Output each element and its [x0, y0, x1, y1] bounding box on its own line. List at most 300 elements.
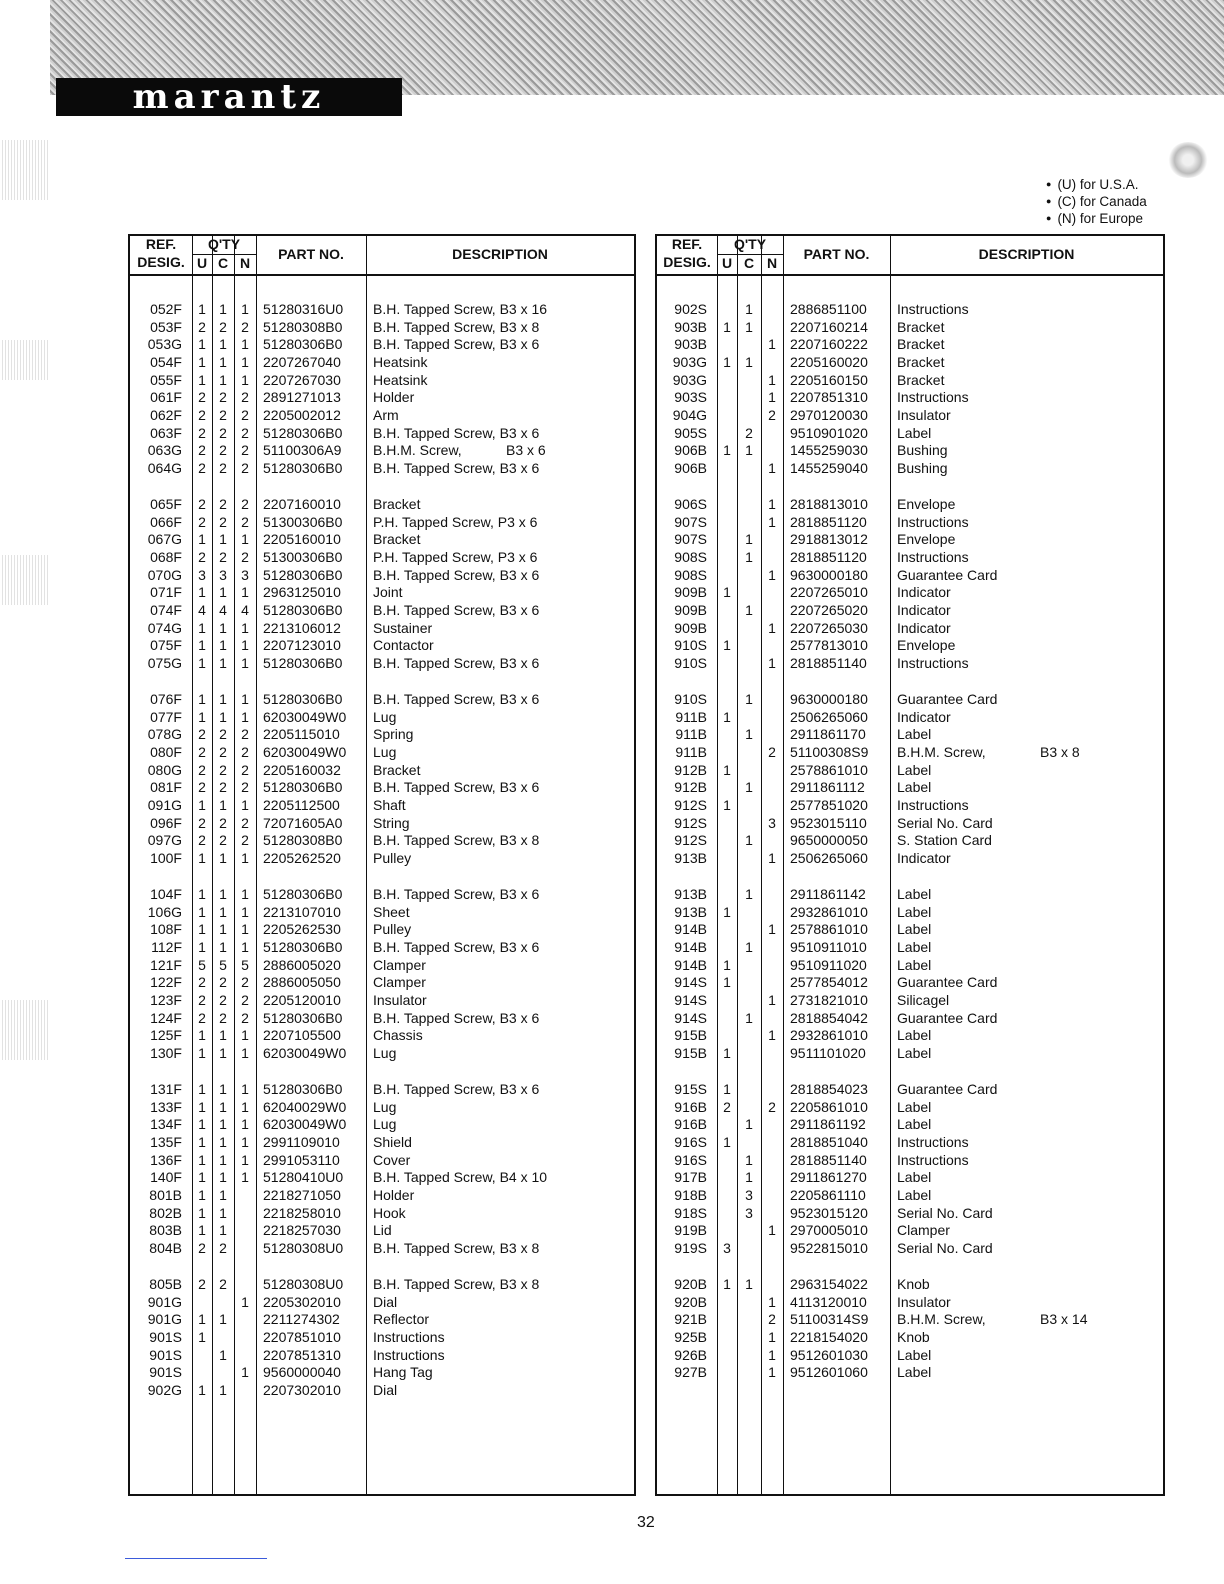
table-row — [130, 1026, 634, 1044]
qty-c: 1 — [219, 1346, 227, 1363]
table-row — [657, 619, 1163, 637]
ref-designator: 916S — [674, 1133, 707, 1150]
table-row — [130, 601, 634, 619]
part-number: 2205160020 — [790, 353, 868, 370]
part-number: 2207267030 — [263, 371, 341, 388]
description: Label — [897, 1186, 932, 1203]
description: Label — [897, 1346, 932, 1363]
qty-n: 1 — [241, 301, 249, 317]
qty-n: 2 — [768, 1311, 776, 1328]
ref-designator: 915B — [674, 1044, 707, 1061]
description: Lid — [373, 1222, 392, 1239]
qty-n: 1 — [241, 1133, 249, 1150]
table-row — [657, 938, 1163, 956]
part-number: 2218271050 — [263, 1186, 341, 1203]
page-number: 32 — [637, 1514, 655, 1531]
qty-u: 1 — [723, 442, 731, 459]
ref-designator: 053G — [147, 336, 182, 353]
part-number: 2205262520 — [263, 849, 341, 866]
qty-u: 1 — [198, 886, 206, 902]
description: Instructions — [373, 1328, 445, 1345]
part-number: 51280306B0 — [263, 566, 343, 583]
ref-designator: 063G — [147, 442, 182, 459]
part-number: 1455259040 — [790, 459, 868, 476]
part-number: 2963154022 — [790, 1276, 868, 1292]
part-number: 2213106012 — [263, 619, 341, 636]
qty-n: 2 — [768, 1098, 776, 1115]
qty-u: 2 — [723, 1098, 731, 1115]
description: Pulley — [373, 921, 412, 938]
part-number: 2207851010 — [263, 1328, 341, 1345]
ref-designator: 804B — [149, 1239, 182, 1256]
qty-n: 1 — [241, 1098, 249, 1115]
part-number: 2886851100 — [790, 301, 867, 317]
description: Bracket — [373, 761, 421, 778]
ref-designator: 912B — [674, 779, 707, 796]
ref-designator: 903G — [672, 371, 707, 388]
ref-designator: 066F — [150, 513, 182, 530]
qty-c: 1 — [745, 1009, 753, 1026]
qty-u: 2 — [198, 726, 206, 743]
ref-designator: 913B — [674, 886, 707, 902]
part-number: 51300306B0 — [263, 513, 343, 530]
qty-u: 1 — [198, 1204, 206, 1221]
qty-n: 1 — [241, 1293, 249, 1310]
ref-designator: 903S — [674, 389, 707, 406]
qty-n: 4 — [241, 601, 249, 618]
qty-n: 1 — [768, 991, 776, 1008]
table-row — [130, 956, 634, 974]
part-number: 9523015120 — [790, 1204, 868, 1221]
description: Heatsink — [373, 371, 428, 388]
qty-n: 2 — [768, 743, 776, 760]
qty-c: 1 — [219, 353, 227, 370]
ref-designator: 914S — [674, 991, 707, 1008]
table-row — [657, 318, 1163, 336]
part-number: 2886005020 — [263, 956, 341, 973]
description: Label — [897, 1098, 932, 1115]
qty-c: 1 — [745, 318, 753, 335]
qty-n: 1 — [241, 1116, 249, 1133]
qty-u: 2 — [198, 496, 206, 512]
table-row — [657, 725, 1163, 743]
description: Label — [897, 956, 932, 973]
table-row — [657, 1009, 1163, 1027]
table-row — [130, 583, 634, 601]
description: Instructions — [897, 513, 969, 530]
header-part-no: PART NO. — [278, 246, 344, 262]
description: Contactor — [373, 637, 434, 654]
qty-u: 1 — [198, 1116, 206, 1133]
table-row — [130, 1204, 634, 1222]
table-row — [657, 1293, 1163, 1311]
qty-c: 2 — [219, 496, 227, 512]
ref-designator: 080F — [150, 743, 182, 760]
part-number: 2205160150 — [790, 371, 868, 388]
qty-u: 1 — [723, 318, 731, 335]
qty-c: 1 — [745, 1151, 753, 1168]
table-row — [130, 973, 634, 991]
qty-c: 2 — [219, 318, 227, 335]
table-row — [130, 353, 634, 371]
description: Label — [897, 1116, 932, 1133]
ref-designator: 075G — [147, 654, 182, 671]
table-row — [657, 353, 1163, 371]
part-number: 51280306B0 — [263, 691, 343, 707]
qty-u: 2 — [198, 389, 206, 406]
qty-c: 1 — [745, 301, 753, 317]
table-row — [130, 495, 634, 513]
qty-u: 1 — [198, 796, 206, 813]
qty-n: 1 — [241, 584, 249, 601]
part-number: 2205002012 — [263, 406, 341, 423]
part-number: 51280410U0 — [263, 1169, 344, 1186]
scan-artifact — [0, 555, 48, 605]
qty-n: 1 — [241, 1151, 249, 1168]
part-number: 62030049W0 — [263, 1044, 347, 1061]
qty-c: 2 — [219, 548, 227, 565]
part-number: 51280306B0 — [263, 779, 343, 796]
part-number: 2207302010 — [263, 1381, 341, 1398]
part-number: 2218258010 — [263, 1204, 341, 1221]
description: Bracket — [373, 496, 421, 512]
part-number: 62030049W0 — [263, 743, 347, 760]
description-size: B3 x 8 — [1040, 743, 1080, 760]
qty-u: 1 — [198, 1151, 206, 1168]
header-qty-u: U — [721, 255, 733, 271]
ref-designator: 925B — [674, 1328, 707, 1345]
qty-u: 2 — [198, 779, 206, 796]
description-size: B3 x 14 — [1040, 1311, 1088, 1328]
table-row — [657, 300, 1163, 318]
ref-designator: 906B — [674, 459, 707, 476]
qty-n: 1 — [768, 849, 776, 866]
table-row — [657, 991, 1163, 1009]
qty-n: 2 — [241, 832, 249, 849]
punch-hole-mark — [1168, 142, 1208, 178]
description: Serial No. Card — [897, 814, 993, 831]
qty-u: 1 — [198, 1311, 206, 1328]
part-number: 62030049W0 — [263, 708, 347, 725]
part-number: 2218257030 — [263, 1222, 341, 1239]
part-number: 2818851120 — [790, 548, 867, 565]
qty-c: 1 — [219, 903, 227, 920]
table-row — [657, 973, 1163, 991]
description: Label — [897, 1044, 932, 1061]
description: Shaft — [373, 796, 406, 813]
description: Insulator — [897, 1293, 951, 1310]
part-number: 2211274302 — [263, 1311, 340, 1328]
qty-n: 1 — [241, 336, 249, 353]
qty-n: 1 — [241, 619, 249, 636]
ref-designator: 061F — [150, 389, 182, 406]
table-row — [130, 796, 634, 814]
part-number: 9512601030 — [790, 1346, 868, 1363]
table-row — [657, 1310, 1163, 1328]
table-row — [657, 814, 1163, 832]
part-number: 2207265020 — [790, 601, 868, 618]
qty-u: 1 — [198, 654, 206, 671]
ref-designator: 133F — [150, 1098, 182, 1115]
header-part-no: PART NO. — [803, 246, 870, 262]
part-number: 2207123010 — [263, 637, 341, 654]
ref-designator: 124F — [150, 1009, 182, 1026]
qty-n: 1 — [768, 1328, 776, 1345]
qty-u: 1 — [723, 353, 731, 370]
qty-c: 1 — [219, 637, 227, 654]
description: Insulator — [897, 406, 951, 423]
table-row — [130, 441, 634, 459]
table-row — [657, 566, 1163, 584]
description: B.H. Tapped Screw, B3 x 6 — [373, 601, 540, 618]
ref-designator: 920B — [674, 1293, 707, 1310]
description: Guarantee Card — [897, 1081, 998, 1097]
table-row — [657, 459, 1163, 477]
qty-u: 2 — [198, 513, 206, 530]
ref-designator: 906B — [674, 442, 707, 459]
qty-c: 1 — [219, 1133, 227, 1150]
part-number: 2932861010 — [790, 903, 868, 920]
description: Label — [897, 1169, 932, 1186]
qty-u: 1 — [198, 336, 206, 353]
part-number: 9523015110 — [790, 814, 867, 831]
qty-n: 1 — [768, 1346, 776, 1363]
description: Indicator — [897, 584, 951, 601]
table-row — [130, 1328, 634, 1346]
description: Bracket — [897, 353, 945, 370]
table-row — [657, 1151, 1163, 1169]
description: Chassis — [373, 1027, 423, 1044]
part-number: 9510911020 — [790, 956, 867, 973]
table-row — [130, 636, 634, 654]
ref-designator: 901G — [147, 1293, 182, 1310]
part-number: 2205160032 — [263, 761, 341, 778]
table-row — [130, 1293, 634, 1311]
part-number: 9511101020 — [790, 1044, 866, 1061]
qty-c: 3 — [745, 1186, 753, 1203]
part-number: 51100314S9 — [790, 1311, 869, 1328]
qty-u: 1 — [723, 1081, 731, 1097]
table-row — [657, 1239, 1163, 1257]
ref-designator: 901S — [149, 1364, 182, 1381]
header-desig: DESIG. — [663, 254, 711, 270]
qty-c: 3 — [219, 566, 227, 583]
description: Indicator — [897, 601, 951, 618]
qty-n: 1 — [768, 1364, 776, 1381]
description: B.H. Tapped Screw, B3 x 6 — [373, 691, 540, 707]
qty-c: 1 — [219, 708, 227, 725]
ref-designator: 914S — [674, 974, 707, 991]
qty-n: 2 — [241, 1009, 249, 1026]
ref-designator: 912S — [674, 796, 707, 813]
table-row — [130, 459, 634, 477]
qty-u: 1 — [198, 531, 206, 548]
qty-u: 1 — [198, 301, 206, 317]
ref-designator: 920B — [674, 1276, 707, 1292]
description: B.H. Tapped Screw, B3 x 6 — [373, 459, 540, 476]
part-number: 2818851140 — [790, 1151, 867, 1168]
part-number: 2578861010 — [790, 921, 868, 938]
table-row — [657, 903, 1163, 921]
table-row — [130, 1044, 634, 1062]
ref-designator: 055F — [150, 371, 182, 388]
description: Pulley — [373, 849, 412, 866]
table-row — [657, 1133, 1163, 1151]
qty-u: 1 — [198, 708, 206, 725]
footer-rule — [125, 1558, 267, 1559]
table-row — [130, 513, 634, 531]
qty-c: 2 — [219, 513, 227, 530]
description: B.H.M. Screw, — [373, 442, 462, 459]
table-row — [657, 601, 1163, 619]
qty-n: 2 — [241, 726, 249, 743]
scan-artifact — [0, 140, 48, 200]
qty-c: 1 — [219, 1151, 227, 1168]
qty-u: 1 — [723, 796, 731, 813]
qty-n: 1 — [768, 1027, 776, 1044]
qty-n: 1 — [241, 938, 249, 955]
table-header — [130, 236, 634, 276]
qty-u: 1 — [723, 1133, 731, 1150]
part-number: 2207160010 — [263, 496, 341, 512]
description: Indicator — [897, 708, 951, 725]
ref-designator: 903B — [674, 318, 707, 335]
table-row — [657, 1026, 1163, 1044]
qty-u: 2 — [198, 814, 206, 831]
part-number: 2207160214 — [790, 318, 868, 335]
qty-n: 1 — [768, 371, 776, 388]
table-row — [657, 371, 1163, 389]
part-number: 51280308U0 — [263, 1239, 344, 1256]
qty-n: 1 — [241, 796, 249, 813]
part-number: 2207105500 — [263, 1027, 341, 1044]
ref-designator: 064G — [147, 459, 182, 476]
part-number: 2578861010 — [790, 761, 868, 778]
part-number: 51100308S9 — [790, 743, 869, 760]
ref-designator: 121F — [150, 956, 182, 973]
ref-designator: 919B — [674, 1222, 707, 1239]
part-number: 51280308B0 — [263, 832, 343, 849]
qty-n: 2 — [241, 974, 249, 991]
description: Arm — [373, 406, 399, 423]
qty-n: 1 — [768, 496, 776, 512]
ref-designator: 911B — [675, 708, 707, 725]
qty-c: 1 — [219, 654, 227, 671]
table-row — [130, 566, 634, 584]
description: Indicator — [897, 849, 951, 866]
qty-u: 1 — [198, 938, 206, 955]
ref-designator: 077F — [150, 708, 182, 725]
description: Knob — [897, 1276, 930, 1292]
table-row — [657, 831, 1163, 849]
ref-designator: 910S — [674, 654, 707, 671]
ref-designator: 067G — [147, 531, 182, 548]
table-row — [130, 1239, 634, 1257]
ref-designator: 054F — [150, 353, 182, 370]
description: Instructions — [897, 654, 969, 671]
ref-designator: 921B — [674, 1311, 707, 1328]
description: Holder — [373, 389, 415, 406]
qty-c: 1 — [745, 1276, 753, 1292]
qty-n: 1 — [768, 459, 776, 476]
part-number: 2911861192 — [790, 1116, 866, 1133]
table-row — [130, 300, 634, 318]
header-qty: Q'TY — [733, 236, 767, 252]
description: Insulator — [373, 991, 427, 1008]
part-number: 9522815010 — [790, 1239, 868, 1256]
qty-u: 1 — [198, 849, 206, 866]
qty-c: 1 — [745, 601, 753, 618]
description: Label — [897, 903, 932, 920]
description: P.H. Tapped Screw, P3 x 6 — [373, 513, 538, 530]
description: Bushing — [897, 459, 948, 476]
header-qty-u: U — [196, 255, 208, 271]
part-number: 51280306B0 — [263, 424, 343, 441]
qty-n: 1 — [241, 921, 249, 938]
part-number: 9512601060 — [790, 1364, 868, 1381]
ref-designator: 134F — [150, 1116, 182, 1133]
ref-designator: 065F — [150, 496, 182, 512]
qty-c: 2 — [219, 726, 227, 743]
qty-c: 1 — [219, 336, 227, 353]
table-row — [657, 761, 1163, 779]
ref-designator: 131F — [150, 1081, 182, 1097]
table-row — [130, 991, 634, 1009]
part-number: 51280306B0 — [263, 1009, 343, 1026]
qty-c: 1 — [219, 691, 227, 707]
qty-c: 5 — [219, 956, 227, 973]
qty-n: 1 — [768, 389, 776, 406]
ref-designator: 909B — [674, 584, 707, 601]
table-row — [130, 708, 634, 726]
part-number: 2970005010 — [790, 1222, 868, 1239]
table-row — [130, 1115, 634, 1133]
qty-u: 2 — [198, 743, 206, 760]
part-number: 51280306B0 — [263, 459, 343, 476]
table-row — [657, 335, 1163, 353]
ref-designator: 074G — [147, 619, 182, 636]
table-row — [130, 318, 634, 336]
ref-designator: 910S — [674, 691, 707, 707]
description: Sheet — [373, 903, 410, 920]
description: Clamper — [373, 974, 426, 991]
table-row — [130, 548, 634, 566]
table-row — [130, 743, 634, 761]
description: Label — [897, 1027, 932, 1044]
table-row — [130, 920, 634, 938]
qty-n: 2 — [241, 743, 249, 760]
ref-designator: 140F — [150, 1169, 182, 1186]
description: Label — [897, 1364, 932, 1381]
qty-n: 1 — [241, 886, 249, 902]
ref-designator: 071F — [150, 584, 182, 601]
table-row — [657, 495, 1163, 513]
qty-c: 1 — [219, 1098, 227, 1115]
ref-designator: 125F — [150, 1027, 182, 1044]
qty-c: 2 — [219, 1009, 227, 1026]
table-row — [130, 1168, 634, 1186]
qty-n: 1 — [241, 371, 249, 388]
ref-designator: 914B — [674, 956, 707, 973]
part-number: 51280306B0 — [263, 601, 343, 618]
header-qty-c: C — [217, 255, 229, 271]
qty-c: 1 — [745, 726, 753, 743]
table-row — [130, 885, 634, 903]
header-desig: DESIG. — [137, 254, 185, 270]
parts-table-right — [655, 234, 1165, 1496]
part-number: 2205120010 — [263, 991, 341, 1008]
qty-c: 1 — [219, 1204, 227, 1221]
